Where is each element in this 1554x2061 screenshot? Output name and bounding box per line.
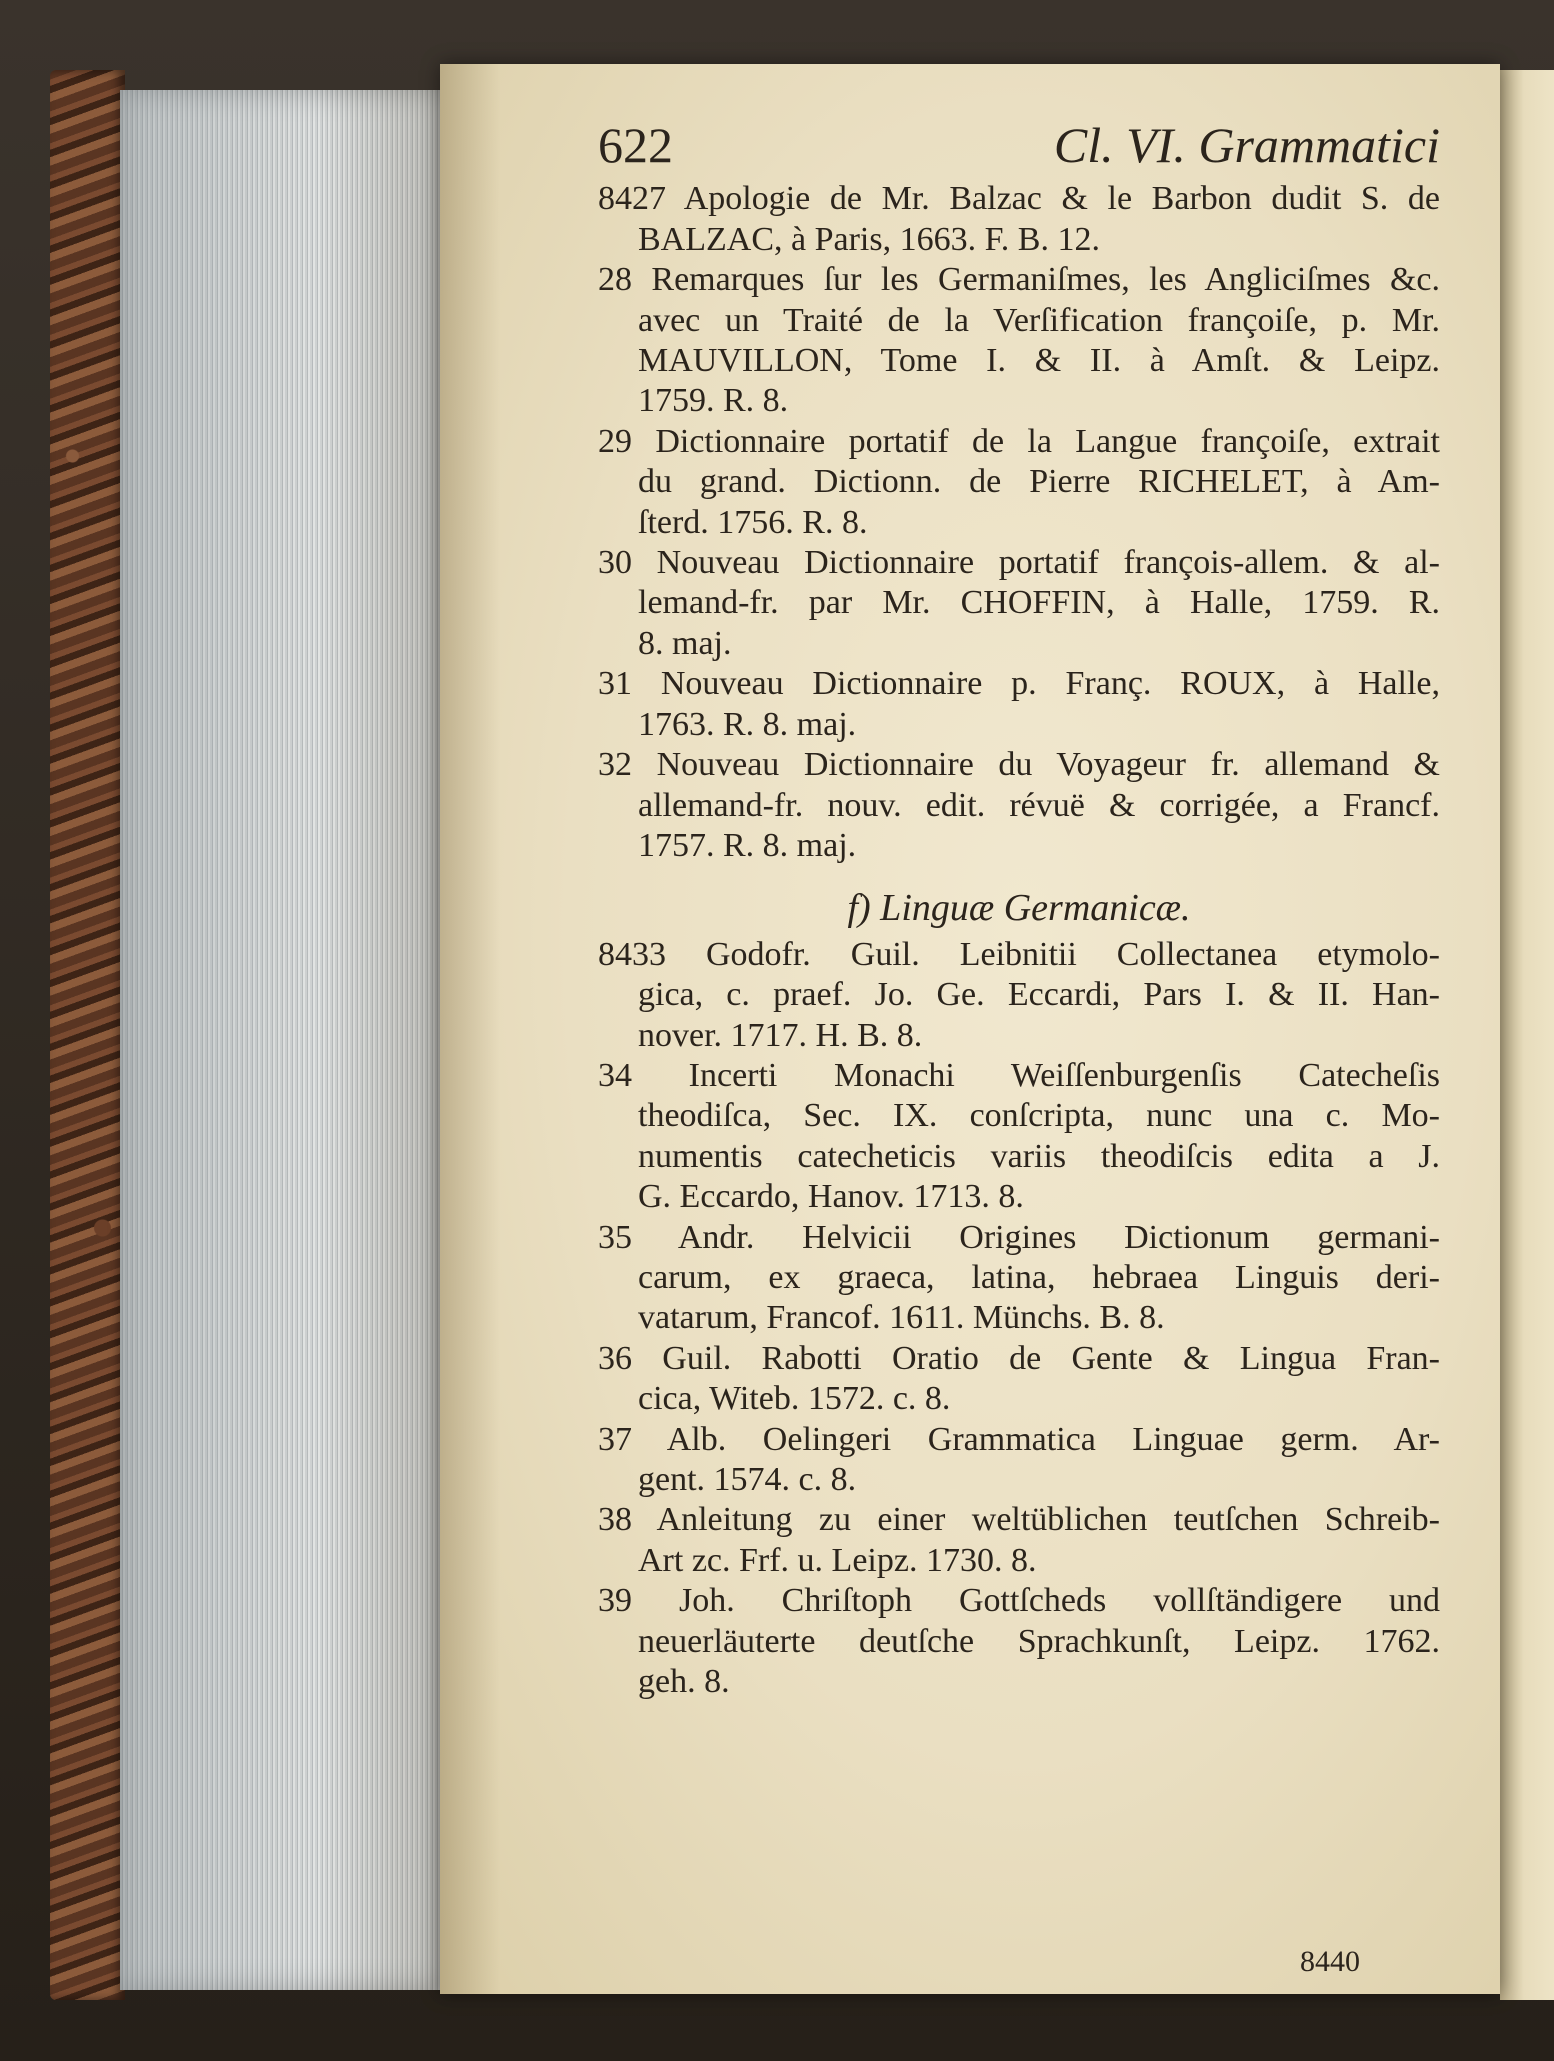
entry-line: numentis catecheticis variis theodiſcis edita a J. <box>638 1137 1440 1175</box>
section-heading: f) Linguæ Germanicæ. <box>847 887 1191 930</box>
entry-line: cica, Witeb. 1572. c. 8. <box>638 1380 951 1418</box>
catalog-entry <box>598 543 1440 664</box>
entry-line: du grand. Dictionn. de Pierre RICHELET, à Am- <box>638 463 1440 501</box>
entry-line: geh. 8. <box>638 1663 730 1701</box>
catalog-entry <box>598 1339 1440 1420</box>
entry-line: 8433 Godofr. Guil. Leibnitii Collectanea etymolo- <box>598 935 1440 973</box>
catalog-entry <box>598 179 1440 260</box>
catalog-entry <box>598 1056 1440 1218</box>
entry-line: neuerläuterte deutſche Sprachkunſt, Leipz. 1762. <box>638 1622 1440 1660</box>
entry-line: 35 Andr. Helvicii Origines Dictionum germani- <box>598 1218 1440 1256</box>
catalog-entry <box>598 664 1440 745</box>
marbled-cover <box>50 70 125 2000</box>
entry-list-german <box>598 935 1440 1703</box>
entry-line: 31 Nouveau Dictionnaire p. Franç. ROUX, à Halle, <box>598 665 1440 703</box>
entry-line: theodiſca, Sec. IX. conſcripta, nunc una c. Mo- <box>638 1097 1440 1135</box>
entry-line: allemand-fr. nouv. edit. révuë & corrigée, a Francf. <box>638 786 1440 824</box>
catalog-entry <box>598 422 1440 543</box>
entry-line: BALZAC, à Paris, 1663. F. B. 12. <box>638 220 1100 258</box>
catalog-entry <box>598 260 1440 422</box>
entry-line: 37 Alb. Oelingeri Grammatica Linguae germ. Ar- <box>598 1420 1440 1458</box>
entry-line: lemand-fr. par Mr. CHOFFIN, à Halle, 1759. R. <box>638 584 1440 622</box>
catalog-entry <box>598 935 1440 1056</box>
entry-line: 1763. R. 8. maj. <box>638 705 857 743</box>
entry-line: 34 Incerti Monachi Weiſſenburgenſis Catecheſis <box>598 1056 1440 1094</box>
page-header <box>598 117 1440 173</box>
entry-line: carum, ex graeca, latina, hebraea Linguis deri- <box>638 1258 1440 1296</box>
page-number: 622 <box>598 117 673 173</box>
entry-line: ſterd. 1756. R. 8. <box>638 503 868 541</box>
page-content <box>598 117 1440 1702</box>
entry-line: nover. 1717. H. B. 8. <box>638 1016 923 1054</box>
catchword: 8440 <box>1300 1945 1360 1978</box>
entry-line: gent. 1574. c. 8. <box>638 1461 857 1498</box>
entry-line: 8. maj. <box>638 624 732 662</box>
entry-list-french <box>598 179 1440 866</box>
entry-line: 1757. R. 8. maj. <box>638 826 857 864</box>
entry-line: Art zc. Frf. u. Leipz. 1730. 8. <box>638 1541 1037 1579</box>
catalog-entry <box>598 745 1440 866</box>
entry-line: gica, c. praef. Jo. Ge. Eccardi, Pars I. & II. Han- <box>638 976 1440 1014</box>
facing-page-edge <box>1500 70 1554 2000</box>
catalog-entry <box>598 1420 1440 1501</box>
entry-line: 30 Nouveau Dictionnaire portatif françois-allem. & al- <box>598 544 1440 582</box>
entry-line: 38 Anleitung zu einer weltüblichen teutſchen Schreib- <box>598 1501 1440 1539</box>
page-edges <box>120 90 450 1990</box>
entry-line: MAUVILLON, Tome I. & II. à Amſt. & Leipz. <box>638 342 1440 380</box>
running-title: Cl. VI. Grammatici <box>1053 117 1440 173</box>
entry-line: 32 Nouveau Dictionnaire du Voyageur fr. allemand & <box>598 746 1440 784</box>
entry-line: avec un Traité de la Verſification françoiſe, p. Mr. <box>638 301 1440 339</box>
entry-line: 29 Dictionnaire portatif de la Langue françoiſe, extrait <box>598 422 1440 460</box>
catalog-entry <box>598 1218 1440 1339</box>
catalog-entry <box>598 1500 1440 1581</box>
entry-line: 39 Joh. Chriſtoph Gottſcheds vollſtändigere und <box>598 1582 1440 1620</box>
entry-line: 1759. R. 8. <box>638 382 789 420</box>
entry-line: G. Eccardo, Hanov. 1713. 8. <box>638 1178 1024 1216</box>
entry-line: vatarum, Francof. 1611. Münchs. B. 8. <box>638 1299 1165 1337</box>
entry-line: 8427 Apologie de Mr. Balzac & le Barbon dudit S. de <box>598 180 1440 218</box>
entry-line: 28 Remarques ſur les Germaniſmes, les Angliciſmes &c. <box>598 261 1440 299</box>
catalog-entry <box>598 1581 1440 1702</box>
entry-line: 36 Guil. Rabotti Oratio de Gente & Lingua Fran- <box>598 1339 1440 1377</box>
